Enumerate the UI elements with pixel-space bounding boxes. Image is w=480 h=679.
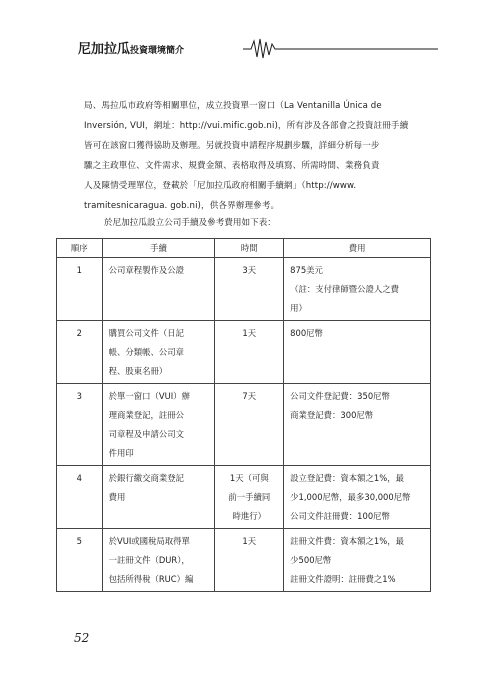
fee-line: 公司文件註冊費：100尼幣 xyxy=(290,511,390,521)
paragraph-line: tramitesnicaragua. gob.ni)，供各界辦理參考。 xyxy=(84,201,280,211)
row-procedure xyxy=(102,466,215,529)
time-line: 7天 xyxy=(242,391,257,401)
table-row xyxy=(57,384,431,466)
header-title-sub: 投資環境簡介 xyxy=(130,46,185,56)
row-procedure xyxy=(102,258,215,321)
row-time xyxy=(215,258,284,321)
row-procedure xyxy=(102,321,215,384)
procedure-line: 於VUI或國稅局取得單 xyxy=(108,536,190,546)
row-number: 1 xyxy=(57,258,103,321)
time-line: 1天 xyxy=(242,328,257,338)
page-number: 52 xyxy=(74,631,90,645)
table-intro: 於尼加拉瓜設立公司手續及參考費用如下表： xyxy=(104,218,276,228)
paragraph-line: 局、馬拉瓜市政府等相關單位，成立投資單一窗口（La Ventanilla Única de xyxy=(84,101,382,111)
table-row xyxy=(57,529,431,592)
header-time: 時間 xyxy=(215,239,284,258)
row-procedure xyxy=(102,529,215,592)
table-header-row xyxy=(57,239,431,258)
row-time xyxy=(215,384,284,466)
procedure-line: 於銀行繳交商業登記 xyxy=(108,473,184,483)
procedure-line: 公司章程製作及公證 xyxy=(108,265,184,275)
row-time xyxy=(215,466,284,529)
paragraph-line: 驟之主政單位、文件需求、規費金額、表格取得及填寫、所需時間、業務負責 xyxy=(84,161,380,171)
row-number: 4 xyxy=(57,466,103,529)
procedure-line: 程、股東名冊） xyxy=(108,366,168,376)
paragraph-line: 人及陳情受理單位，登載於「尼加拉瓜政府相關手續網」（http://www. xyxy=(84,181,357,191)
time-line: 1天 xyxy=(242,536,257,546)
fee-line: 800尼幣 xyxy=(290,328,323,338)
fee-line: 875美元 xyxy=(290,265,323,275)
procedure-line: 包括所得稅（RUC）編 xyxy=(108,574,194,584)
fee-line: 公司文件登記費：350尼幣 xyxy=(290,391,390,401)
fee-line: 註冊文件證明：註冊費之1% xyxy=(290,574,396,584)
row-fee xyxy=(284,321,431,384)
row-fee xyxy=(284,466,431,529)
procedure-line: 帳、分類帳、公司章 xyxy=(108,347,184,357)
procedure-line: 於單一窗口（VUI）辦 xyxy=(108,391,190,401)
procedure-line: 件用印 xyxy=(108,448,134,458)
table-row xyxy=(57,321,431,384)
header-title xyxy=(78,38,184,57)
row-time xyxy=(215,529,284,592)
time-line: 時進行） xyxy=(232,511,267,521)
header-fee: 費用 xyxy=(284,239,431,258)
fee-line: 少500尼幣 xyxy=(290,555,332,565)
header-title-main: 尼加拉瓜 xyxy=(78,42,131,57)
company-setup-table xyxy=(56,238,431,592)
row-fee xyxy=(284,384,431,466)
procedure-line: 費用 xyxy=(108,492,126,502)
fee-line: 少1,000尼幣，最多30,000尼幣 xyxy=(290,492,411,502)
row-number: 3 xyxy=(57,384,103,466)
row-fee xyxy=(284,258,431,321)
fee-line: 設立登記費：資本額之1%，最 xyxy=(290,473,404,483)
time-line: 3天 xyxy=(242,265,257,275)
paragraph-line: Inversión, VUI，網址：http://vui.mific.gob.ni)，所有涉及各部會之投資註冊手續 xyxy=(84,121,409,131)
row-time xyxy=(215,321,284,384)
row-fee xyxy=(284,529,431,592)
procedure-line: 理商業登記，註冊公 xyxy=(108,410,184,420)
body-paragraph xyxy=(84,96,414,216)
table-row xyxy=(57,258,431,321)
table-row xyxy=(57,466,431,529)
time-line: 前一手續同 xyxy=(228,492,271,502)
procedure-line: 司章程及申請公司文 xyxy=(108,429,184,439)
paragraph-line: 皆可在該窗口獲得協助及辦理。另就投資申請程序規劃步驟，詳細分析每一步 xyxy=(84,141,380,151)
fee-line: 用） xyxy=(290,303,307,313)
time-line: 1天（可與 xyxy=(229,473,269,483)
row-number: 2 xyxy=(57,321,103,384)
procedure-line: 一註冊文件（DUR）， xyxy=(108,555,190,565)
header-procedure: 手續 xyxy=(102,239,215,258)
fee-line: （註：支付律師暨公證人之費 xyxy=(290,284,400,294)
fee-line: 商業登記費：300尼幣 xyxy=(290,410,374,420)
procedure-line: 購買公司文件（日記 xyxy=(108,328,184,338)
row-procedure xyxy=(102,384,215,466)
fee-line: 註冊文件費：資本額之1%，最 xyxy=(290,536,404,546)
heartbeat-line-icon xyxy=(243,36,438,60)
row-number: 5 xyxy=(57,529,103,592)
page-header xyxy=(78,36,438,60)
header-order: 順序 xyxy=(57,239,103,258)
